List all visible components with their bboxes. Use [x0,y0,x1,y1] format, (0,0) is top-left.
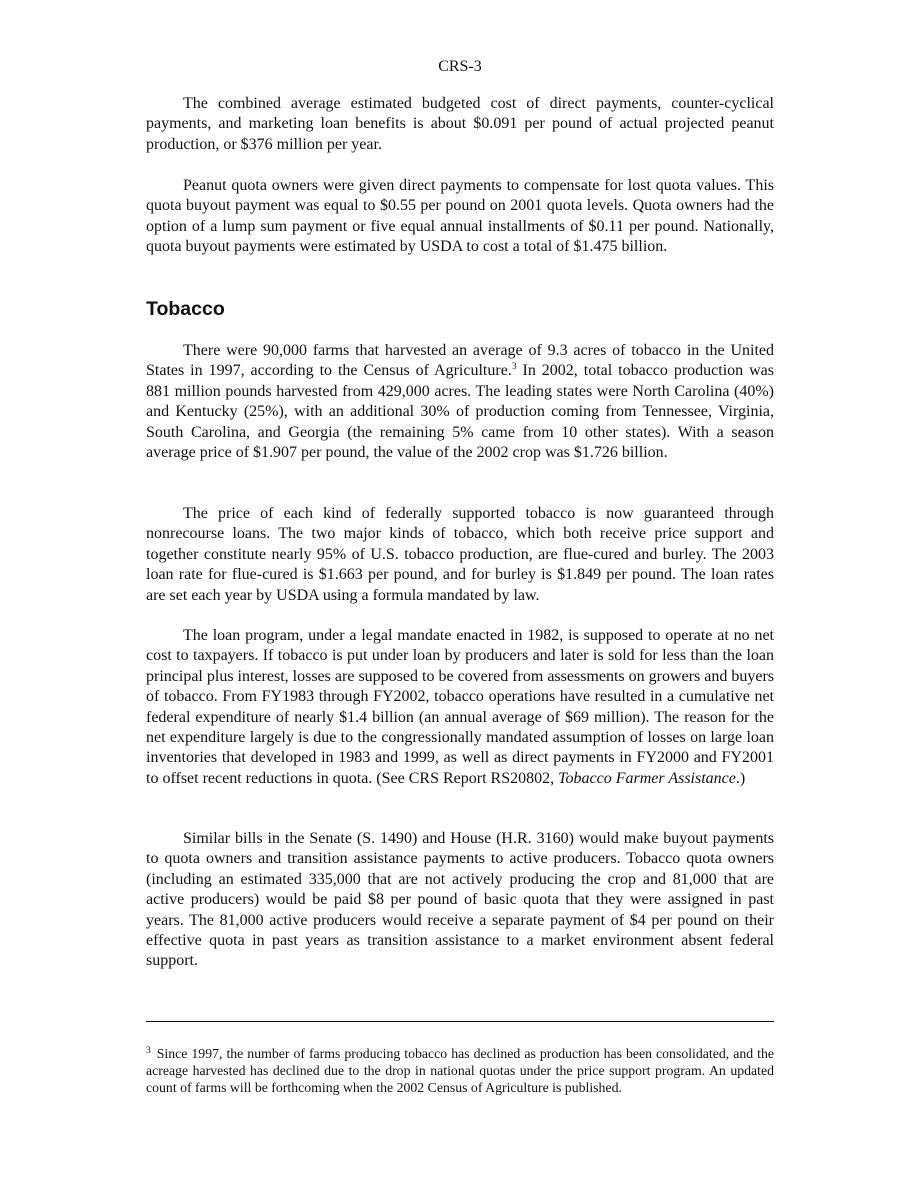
paragraph-loan-program-part1: The loan program, under a legal mandate enacted in 1982, is supposed to operate at no net cost to taxpayers. If tobacco is put under loan by producers and later is sold for less than the loan principal plus interest, losses are supposed to be covered from assessments on growers and buyers of tobacco. From FY1983 through FY2002, tobacco operations have resulted in a cumulative net federal expenditure of nearly $1.4 billion (an annual average of $69 million). The reason for the net expenditure largely is due to the congressionally mandated assumption of losses on large loan inventories that developed in 1983 and 1999, as well as direct payments in FY2000 and FY2001 to offset recent reductions in quota. (See CRS Report RS20802, [146,627,774,787]
footnote [146,1043,774,1097]
footnote-reference[interactable]: 3 [511,362,517,373]
page-header: CRS-3 [438,58,482,75]
paragraph-peanut-quota-buyout: Peanut quota owners were given direct payments to compensate for lost quota values. This quota buyout payment was equal to $0.55 per pound on 2001 quota levels. Quota owners had the option of a lump sum payment or five equal annual installments of $0.11 per pound. Nationally, quota buyout payments were estimated by USDA to cost a total of $1.475 billion. [146,177,774,256]
paragraph-tobacco-farms-part1: There were 90,000 farms that harvested an average of 9.3 acres of tobacco in the United States in 1997, according to the Census of Agriculture. [146,342,774,380]
paragraph-tobacco-price-support: The price of each kind of federally supported tobacco is now guaranteed through nonrecourse loans. The two major kinds of tobacco, which both receive price support and together constitute nearly 95% of U.S. tobacco production, are flue-cured and burley. The 2003 loan rate for flue-cured is $1.663 per pound, and for burley is $1.849 per pound. The loan rates are set each year by USDA using a formula mandated by law. [146,505,774,604]
section-heading-tobacco: Tobacco [146,298,225,320]
paragraph-loan-program [146,626,774,789]
paragraph-loan-program-part2: .) [735,769,746,787]
report-title-link[interactable]: Tobacco Farmer Assistance [558,769,736,787]
footnote-text: Since 1997, the number of farms producing tobacco has declined as production has been consolidated, and the acreage harvested has declined due to the drop in national quotas under the price support program. An updated count of farms will be forthcoming when the 2002 Census of Agriculture is published. [146,1046,774,1096]
footnote-marker: 3 [146,1046,151,1056]
footnote-divider [146,1021,774,1022]
paragraph-tobacco-farms-part2: In 2002, total tobacco production was 881 million pounds harvested from 429,000 acres. The leading states were North Carolina (40%) and Kentucky (25%), with an additional 30% of production coming from Tennessee, Virginia, South Carolina, and Georgia (the remaining 5% came from 10 other states). With a season average price of $1.907 per pound, the value of the 2002 crop was $1.726 billion. [146,362,775,462]
paragraph-buyout-bills: Similar bills in the Senate (S. 1490) and House (H.R. 3160) would make buyout payments to quota owners and transition assistance payments to active producers. Tobacco quota owners (including an estimated 335,000 that are not actively producing the crop and 81,000 that are active producers) would be paid $8 per pound of basic quota that they were assigned in past years. The 81,000 active producers would receive a separate payment of $4 per pound on their effective quota in past years as transition assistance to a market environment absent federal support. [146,830,774,970]
paragraph-tobacco-farms [146,341,774,463]
paragraph-peanut-cost: The combined average estimated budgeted cost of direct payments, counter-cyclical payments, and marketing loan benefits is about $0.091 per pound of actual projected peanut production, or $376 million per year. [146,95,774,153]
